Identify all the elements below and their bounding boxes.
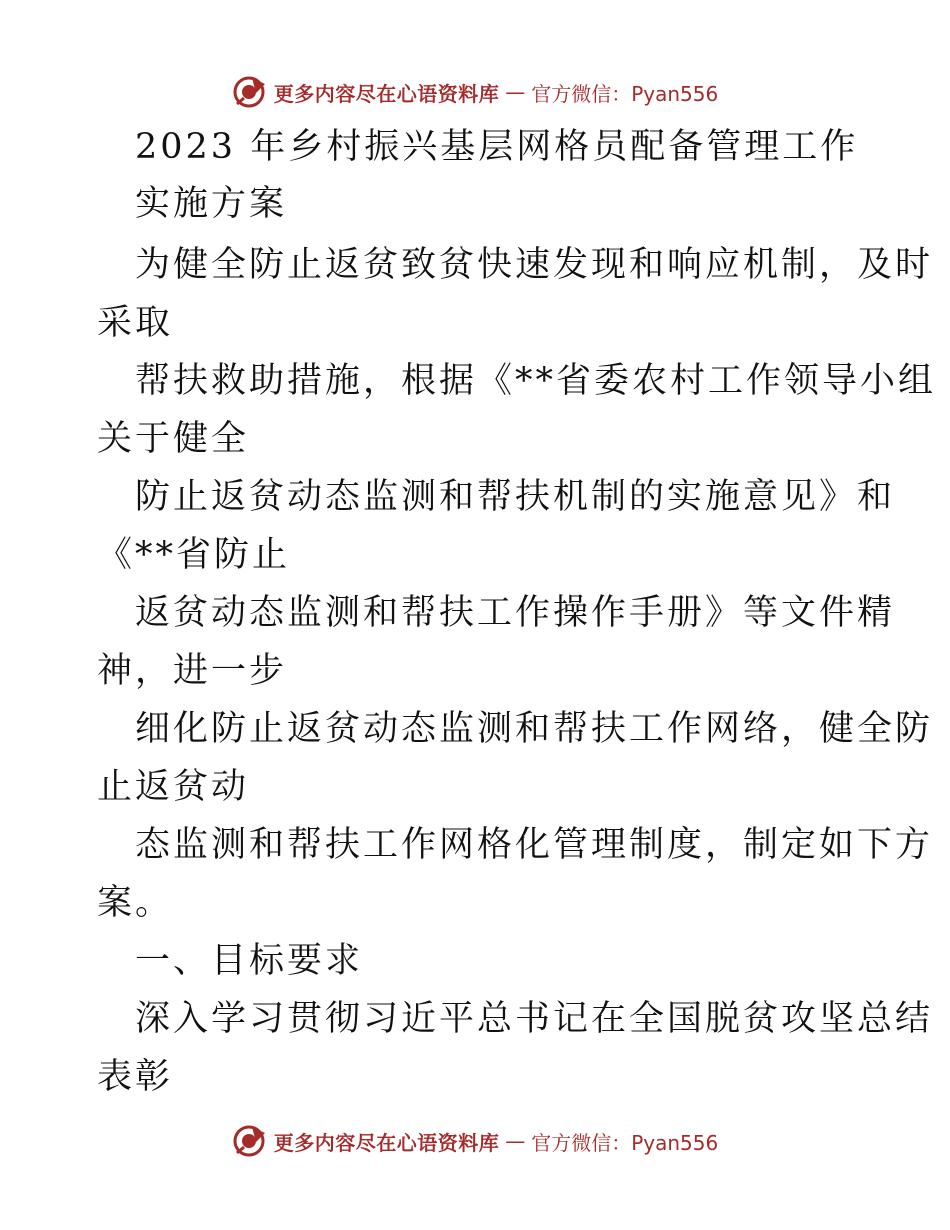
pen-logo-icon (232, 74, 268, 110)
document-title-line-2: 实施方案 (135, 184, 288, 224)
watermark-official-account: 官方微信：Pyan556 (531, 81, 719, 106)
paragraph-line: 防止返贫动态监测和帮扶机制的实施意见》和 (135, 477, 896, 517)
pen-logo-icon (232, 1123, 268, 1159)
watermark-separator: — (505, 1129, 526, 1153)
watermark-site-text: 更多内容尽在心语资料库 (273, 1130, 500, 1155)
paragraph-line: 态监测和帮扶工作网格化管理制度，制定如下方 (135, 825, 934, 865)
paragraph-line: 神，进一步 (97, 651, 288, 691)
document-title-line-1: 2023 年乡村振兴基层网格员配备管理工作 (135, 127, 859, 167)
paragraph-line: 《**省防止 (97, 535, 291, 575)
watermark-site-text: 更多内容尽在心语资料库 (273, 81, 500, 106)
watermark-separator: — (505, 80, 526, 104)
paragraph-line: 止返贫动 (97, 767, 250, 807)
watermark-header (0, 72, 950, 112)
paragraph-line: 采取 (97, 303, 174, 343)
paragraph-line: 帮扶救助措施，根据《**省委农村工作领导小组 (135, 361, 937, 401)
paragraph-line: 关于健全 (97, 419, 250, 459)
watermark-official-account: 官方微信：Pyan556 (531, 1130, 719, 1155)
paragraph-line: 细化防止返贫动态监测和帮扶工作网络，健全防 (135, 709, 934, 749)
section-heading: 一、目标要求 (135, 941, 364, 981)
watermark-footer (0, 1121, 950, 1161)
paragraph-line: 返贫动态监测和帮扶工作操作手册》等文件精 (135, 593, 896, 633)
paragraph-line: 表彰 (97, 1057, 174, 1097)
paragraph-line: 为健全防止返贫致贫快速发现和响应机制，及时 (135, 245, 934, 285)
paragraph-line: 深入学习贯彻习近平总书记在全国脱贫攻坚总结 (135, 999, 934, 1039)
paragraph-line: 案。 (97, 883, 174, 923)
